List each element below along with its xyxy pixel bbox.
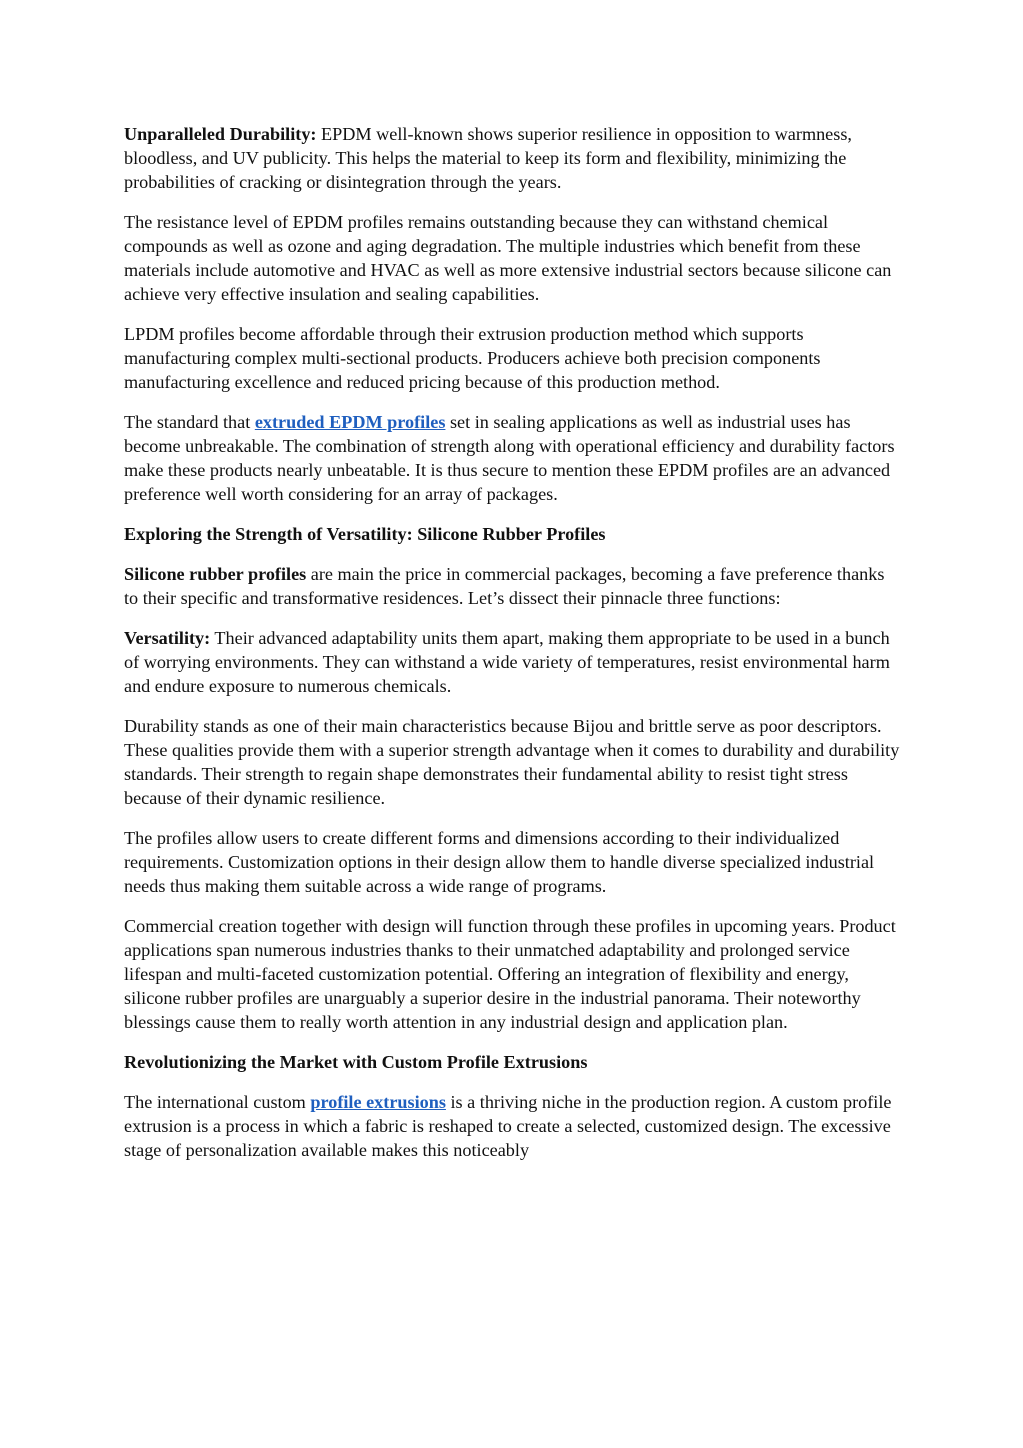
paragraph-text: Durability stands as one of their main characteristics because Bijou and brittle serve as poor descriptors. These qualities provide them with a superior strength advantage when it comes to durability and durability standards. Their strength to regain shape demonstrates their fundamental ability to resist tight stress because of their dynamic resilience. bbox=[124, 716, 900, 808]
section-heading-custom-extrusions: Revolutionizing the Market with Custom Profile Extrusions bbox=[124, 1052, 588, 1072]
paragraph-text-before: The international custom bbox=[124, 1092, 311, 1112]
section-heading-silicone: Exploring the Strength of Versatility: Silicone Rubber Profiles bbox=[124, 524, 606, 544]
paragraph-standard bbox=[124, 410, 902, 506]
paragraph-text: Commercial creation together with design will function through these profiles in upcoming years. Product applications span numerous industries thanks to their unmatched adaptability and prolonged service lifespan and multi-faceted customization potential. Offering an integration of flexibility and energy, silicone rubber profiles are unarguably a superior desire in the industrial panorama. Their noteworthy blessings cause them to really worth attention in any industrial design and application plan. bbox=[124, 916, 896, 1032]
paragraph-versatility bbox=[124, 626, 902, 698]
profile-extrusions-link[interactable]: profile extrusions bbox=[310, 1092, 446, 1112]
paragraph-text-before: The standard that bbox=[124, 412, 255, 432]
paragraph-resistance bbox=[124, 210, 902, 306]
paragraph-lead: Unparalleled Durability: bbox=[124, 124, 317, 144]
extruded-epdm-profiles-link[interactable]: extruded EPDM profiles bbox=[254, 412, 446, 432]
paragraph-text: EPDM well-known shows superior resilience in opposition to warmness, bloodless, and UV publicity. This helps the material to keep its form and flexibility, minimizing the probabilities of cracking or disintegration through the years. bbox=[124, 124, 852, 192]
paragraph-text-after: is a thriving niche in the production region. A custom profile extrusion is a process in which a fabric is reshaped to create a selected, customized design. The excessive stage of personalization available makes this noticeably bbox=[124, 1092, 892, 1160]
paragraph-durability bbox=[124, 122, 902, 194]
paragraph-customization bbox=[124, 826, 902, 898]
paragraph-text: are main the price in commercial packages, becoming a fave preference thanks to their specific and transformative residences. Let’s dissect their pinnacle three functions: bbox=[124, 564, 885, 608]
document-page bbox=[124, 122, 902, 1178]
paragraph-text: LPDM profiles become affordable through their extrusion production method which supports manufacturing complex multi-sectional products. Producers achieve both precision components manufacturing excellence and reduced pricing because of this production method. bbox=[124, 324, 821, 392]
paragraph-durability-characteristics bbox=[124, 714, 902, 810]
paragraph-silicone-intro bbox=[124, 562, 902, 610]
paragraph-commercial-creation bbox=[124, 914, 902, 1034]
paragraph-text-after: set in sealing applications as well as industrial uses has become unbreakable. The combination of strength along with operational efficiency and durability factors make these products nearly unbeatable. It is thus secure to mention these EPDM profiles are an advanced preference well worth considering for an array of packages. bbox=[124, 412, 895, 504]
paragraph-text: Their advanced adaptability units them apart, making them appropriate to be used in a bunch of worrying environments. They can withstand a wide variety of temperatures, resist environmental harm and endure exposure to numerous chemicals. bbox=[124, 628, 890, 696]
paragraph-text: The profiles allow users to create different forms and dimensions according to their individualized requirements. Customization options in their design allow them to handle diverse specialized industrial needs thus making them suitable across a wide range of programs. bbox=[124, 828, 875, 896]
paragraph-affordability bbox=[124, 322, 902, 394]
paragraph-lead: Versatility: bbox=[124, 628, 211, 648]
paragraph-custom-extrusions bbox=[124, 1090, 902, 1162]
paragraph-text: The resistance level of EPDM profiles remains outstanding because they can withstand chemical compounds as well as ozone and aging degradation. The multiple industries which benefit from these materials include automotive and HVAC as well as more extensive industrial sectors because silicone can achieve very effective insulation and sealing capabilities. bbox=[124, 212, 892, 304]
paragraph-lead: Silicone rubber profiles bbox=[124, 564, 307, 584]
